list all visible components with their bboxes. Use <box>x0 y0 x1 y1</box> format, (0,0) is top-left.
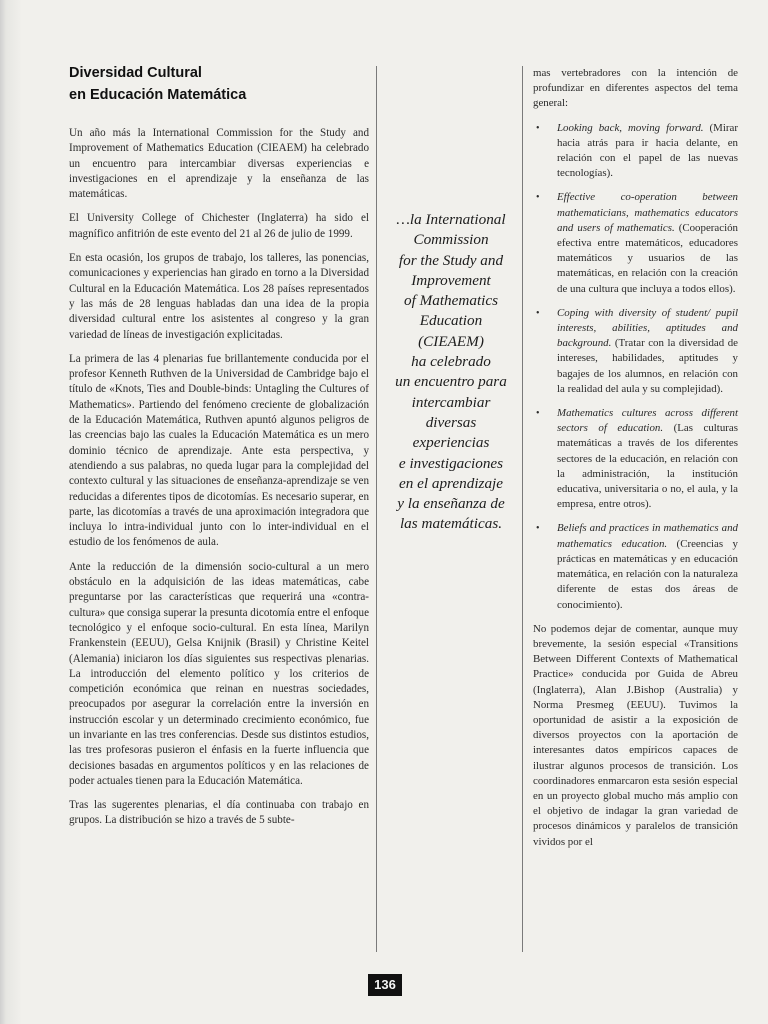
pull-quote-line: diversas <box>425 413 477 431</box>
paragraph-occasion: En esta ocasión, los grupos de trabajo, los talleres, las ponencias, comunicaciones y experiencias han girado en torno a la Diversidad Cultural en la Educación Matemática. Los 28 países representados y las más de 28 lenguas habladas dan una idea de la propia diversidad cultural entre los asistentes al congreso y la gran variedad de líneas de investigación explicitadas. <box>69 252 369 341</box>
subtheme-text: (Cooperación efectiva entre matemáticos, educadores matemáticos y usuarios de las matemáticas, en relación con la creación de una cultura que incluya a todos ellos). <box>557 221 738 295</box>
pull-quote-line: experiencias <box>412 434 490 452</box>
pull-quote-line: for the Study and <box>398 251 504 269</box>
title-line-1: Diversidad Cultural <box>69 65 202 81</box>
pull-quote-line: ha celebrado <box>411 353 491 371</box>
subtheme-title: Effective co-operation between mathematicians, mathematics educators and users of mathematics. <box>557 191 738 234</box>
bullet-icon: • <box>536 307 540 319</box>
pull-quote-line: en el aprendizaje <box>398 474 504 492</box>
paragraph-first-plenary: La primera de las 4 plenarias fue brillantemente conducida por el profesor Kenneth Ruthven de la Universidad de Cambridge bajo el título de «Knots, Ties and Double-binds: Untagling the Cultures of Mathematics». Partiendo del fenómeno creciente de globalización de la Educación Matemática, Ruthven apuntó algunos peligros de las creencias bajo las cuales la Educación Matemática es un mero dominio técnico de aprendizaje. Ante esta perspectiva, y atendiendo a sus palabras, no queda lugar para la complejidad del contexto cultural y las situaciones de enseñanza-aprendizaje se ven reducidas a diferentes tipos de dicotomías. Es necesario superar, en parte, las dicotomías a través de una aproximación integradora que incluya lo intra-individual junto con lo inter-individual en el estudio de los fenómenos de aula. <box>69 352 369 549</box>
paragraph-subthemes-intro: mas vertebradores con la intención de profundizar en diferentes aspectos del tema general: <box>533 67 738 110</box>
subtheme-text: (Tratar con la diversidad de intereses, habilidades, aptitudes y bagajes de los alumnos, en relación con la realidad del aula y su complejidad). <box>557 337 738 395</box>
pull-quote-line: e investigaciones <box>398 454 504 472</box>
subtheme-title: Beliefs and practices in mathematics and mathematics education. <box>557 522 738 550</box>
subtheme-text: (Las culturas matemáticas a través de los diferentes sectores de la educación, en relación con la administración, la institución educativa, universitaria o no, el aula, y la empresa, entre otros). <box>557 422 738 511</box>
pull-quote <box>382 210 520 535</box>
subtheme-title: Looking back, moving forward. <box>557 121 704 134</box>
pull-quote-line: of Mathematics <box>403 292 499 310</box>
bullet-icon: • <box>536 523 540 535</box>
subtheme-title: Coping with diversity of student/ pupil interests, abilities, aptitudes and background. <box>557 306 738 350</box>
paragraph-groups: Tras las sugerentes plenarias, el día continuaba con trabajo en grupos. La distribución se hizo a través de 5 subte- <box>69 799 369 827</box>
subtheme-text: (Creencias y prácticas en matemáticas y en educación matemática, en relación con la naturaleza diferente de estas dos áreas de conocimiento). <box>557 537 738 611</box>
title-line-2: en Educación Matemática <box>69 87 247 103</box>
list-item <box>533 521 738 612</box>
right-column <box>533 66 738 859</box>
paragraph-counter-culture: Ante la reducción de la dimensión socio-cultural a un mero obstáculo en la adquisición de las ideas matemáticas, cabe preguntarse por las características que requerirá una «contra-cultura» que consiga superar la presunta dicotomía entre el enfoque tecnológico y el enfoque socio-cultural. En esta línea, Marilyn Frankenstein (EEUU), Gelsa Knijnik (Brasil) y Christine Keitel (Alemania) iniciaron los días siguientes sus respectivas plenarias. La introducción del elemento político y los criterios de competición económica que reinan en nuestras sociedades, preocupados por asegurar la correlación entre la inversión en instrucción escolar y un determinado crecimiento económico, fue un invariante en las tres conferencias. Desde sus distintos estudios, las tres profesoras pusieron el énfasis en la fuerte influencia que decisiones basadas en argumentos políticos y en las relaciones de poder actuales tienen para la Educación Matemática. <box>69 560 369 787</box>
pull-quote-line: Improvement <box>411 271 491 289</box>
bullet-icon: • <box>536 122 540 134</box>
list-item <box>533 306 738 397</box>
pull-quote-line: y la enseñanza de <box>397 495 505 513</box>
pull-quote-line: un encuentro para <box>395 373 507 391</box>
subtheme-text: (Mirar hacia atrás para ir hacia delante, en relación con el papel de las nuevas tecnologías). <box>557 121 738 180</box>
list-item <box>533 121 738 182</box>
column-divider-left <box>376 66 377 952</box>
bullet-icon: • <box>536 408 540 420</box>
pull-quote-line: …la International <box>396 211 506 228</box>
article-title <box>69 62 369 106</box>
paragraph-intro: Un año más la International Commission for the Study and Improvement of Mathematics Education (CIEAEM) ha celebrado un encuentro para intercambiar diversas experiencias e investigaciones en el aprendizaje y la enseñanza de las matemáticas. <box>69 127 369 201</box>
left-column <box>69 62 369 838</box>
pull-quote-line: intercambiar <box>411 393 491 411</box>
pull-quote-line: las matemáticas. <box>399 515 503 533</box>
bullet-icon: • <box>536 192 540 204</box>
subtheme-list <box>533 121 738 613</box>
pull-quote-line: Education <box>419 312 483 330</box>
column-divider-right <box>522 66 523 952</box>
paragraph-host: El University College of Chichester (Inglaterra) ha sido el magnífico anfitrión de este evento del 21 al 26 de julio de 1999. <box>69 212 369 240</box>
list-item <box>533 406 738 512</box>
list-item <box>533 190 738 296</box>
paragraph-special-session: No podemos dejar de comentar, aunque muy brevemente, la sesión especial «Transitions Between Different Contexts of Mathematical Practice» conducida por Guida de Abreu (Inglaterra), Alan J.Bishop (Australia) y Norma Presmeg (EEUU). Tuvimos la oportunidad de asistir a la exposición de diversos proyectos con la aportación de interesantes datos empíricos capaces de ilustrar algunos procesos de transición. Los coordinadores enmarcaron esta sesión especial en un proyecto global mucho más amplio con el objetivo de indagar la gran variedad de procesos dinámicos y paralelos de transición vividos por el <box>533 622 738 848</box>
pull-quote-line: (CIEAEM) <box>418 332 484 350</box>
pull-quote-line: Commission <box>413 231 489 249</box>
page-number: 136 <box>368 974 402 996</box>
page-binding-shadow <box>0 0 22 1024</box>
subtheme-title: Mathematics cultures across different sectors of education. <box>557 407 738 435</box>
